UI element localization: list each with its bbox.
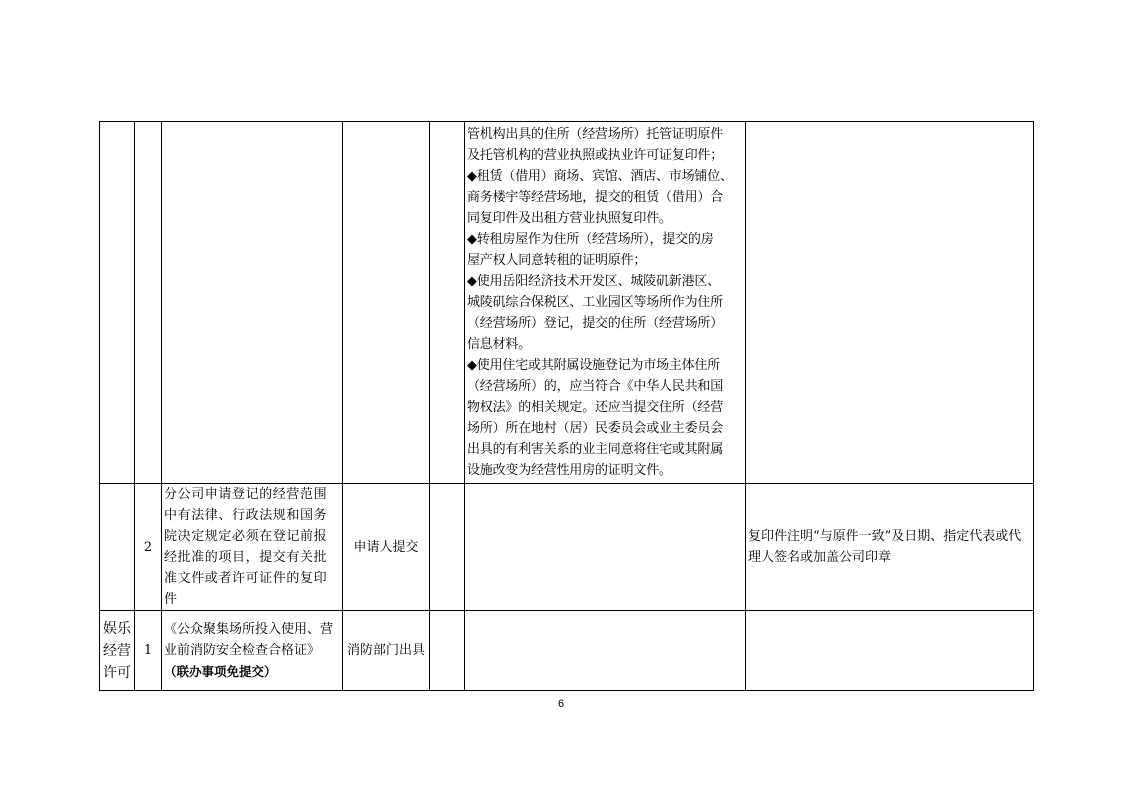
requirement-detail-cell [465, 122, 746, 484]
requirement-detail-cell [465, 611, 746, 691]
requirement-detail-cell [465, 484, 746, 611]
source-cell [343, 122, 430, 484]
source-cell: 消防部门出具 [343, 611, 430, 691]
number-cell [135, 122, 162, 484]
category-cell [100, 122, 135, 484]
detail-line: 同复印件及出租方营业执照复印件。 [467, 211, 672, 226]
remark-cell [746, 611, 1034, 691]
material-text: 《公众聚集场所投入使用、营业前消防安全检查合格证》 [164, 621, 334, 658]
detail-line: （经营场所）登记，提交的住所（经营场所） [467, 316, 724, 331]
copies-cell [430, 122, 465, 484]
requirements-table [99, 121, 1034, 691]
detail-line: ◆使用岳阳经济技术开发区、城陵矶新港区、 [467, 274, 720, 289]
material-cell: 分公司申请登记的经营范围中有法律、行政法规和国务院决定规定必须在登记前报经批准的项目，提交有关批准文件或者许可证件的复印件 [162, 484, 343, 611]
detail-line: 出具的有利害关系的业主同意将住宅或其附属 [467, 442, 724, 457]
remark-cell [746, 122, 1034, 484]
detail-line: 场所）所在地村（居）民委员会或业主委员会 [467, 421, 724, 436]
detail-line: 商务楼宇等经营场地，提交的租赁（借用）合 [467, 190, 724, 205]
material-note: （联办事项免提交） [164, 663, 277, 679]
detail-line: ◆使用住宅或其附属设施登记为市场主体住所 [467, 358, 720, 373]
detail-line: ◆转租房屋作为住所（经营场所），提交的房 [467, 232, 714, 247]
detail-line: 及托管机构的营业执照或执业许可证复印件； [467, 148, 724, 163]
category-cell [100, 484, 135, 611]
copies-cell [430, 484, 465, 611]
copies-cell [430, 611, 465, 691]
detail-line: 屋产权人同意转租的证明原件； [467, 253, 647, 268]
detail-line: 管机构出具的住所（经营场所）托管证明原件 [467, 127, 724, 142]
detail-line: 物权法》的相关规定。还应当提交住所（经营 [467, 400, 724, 415]
page-number: 6 [557, 698, 565, 710]
table-row [100, 122, 1034, 484]
category-cell: 娱乐经营许可 [100, 611, 135, 691]
detail-line: 城陵矶综合保税区、工业园区等场所作为住所 [467, 295, 724, 310]
material-cell [162, 122, 343, 484]
remark-cell: 复印件注明“与原件一致”及日期、指定代表或代理人签名或加盖公司印章 [746, 484, 1034, 611]
number-cell: 1 [135, 611, 162, 691]
table-row [100, 611, 1034, 691]
material-cell [162, 611, 343, 691]
source-cell: 申请人提交 [343, 484, 430, 611]
number-cell: 2 [135, 484, 162, 611]
detail-line: （经营场所）的，应当符合《中华人民共和国 [467, 379, 724, 394]
table-row [100, 484, 1034, 611]
detail-line: ◆租赁（借用）商场、宾馆、酒店、市场铺位、 [467, 169, 733, 184]
detail-line: 设施改变为经营性用房的证明文件。 [467, 463, 672, 478]
detail-line: 信息材料。 [467, 337, 532, 352]
